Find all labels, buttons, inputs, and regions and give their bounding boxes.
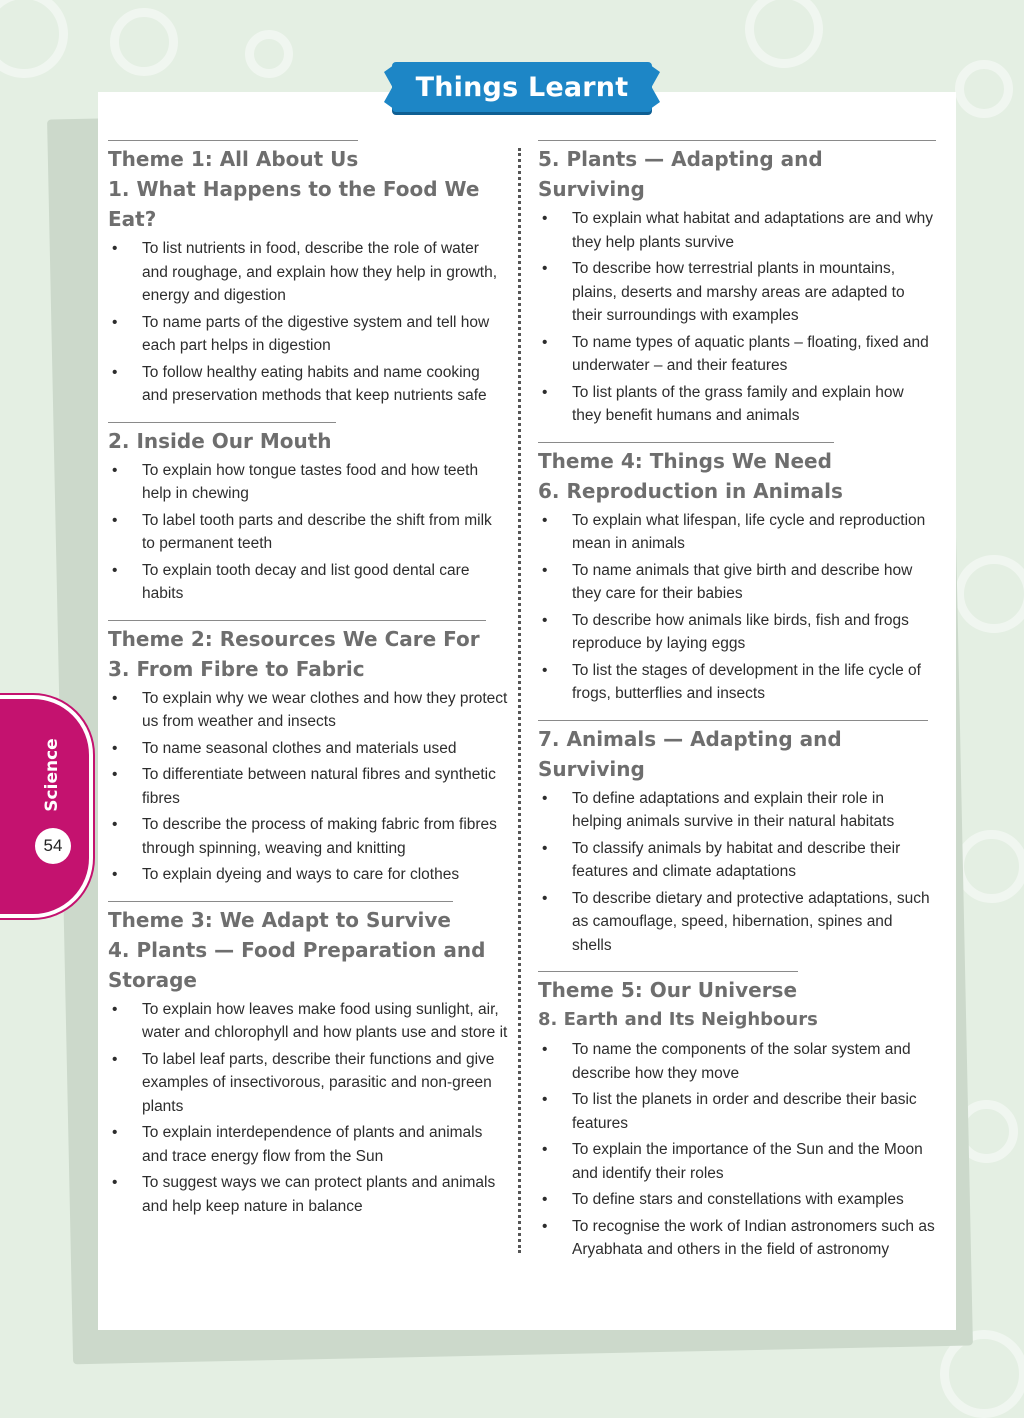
column-divider <box>518 148 521 1253</box>
right-column <box>538 140 936 1276</box>
learning-outcome-item: • To follow healthy eating habits and name cooking and preservation methods that keep nutrients safe <box>108 361 508 408</box>
learning-outcome-item: • To name parts of the digestive system and tell how each part helps in digestion <box>108 311 508 358</box>
chapter-section <box>108 620 508 887</box>
section-rule <box>538 720 928 721</box>
learning-outcome-item: • To explain how tongue tastes food and how teeth help in chewing <box>108 459 508 506</box>
learning-outcome-item: • To explain interdependence of plants and animals and trace energy flow from the Sun <box>108 1121 508 1168</box>
learning-outcome-item: • To describe how terrestrial plants in mountains, plains, deserts and marshy areas are adapted to their surroundings with examples <box>538 257 936 328</box>
section-rule <box>108 422 336 423</box>
learning-outcome-item: • To explain what habitat and adaptations are and why they help plants survive <box>538 207 936 254</box>
chapter-heading: 4. Plants — Food Preparation and Storage <box>108 937 486 992</box>
learning-outcome-item: • To name the components of the solar system and describe how they move <box>538 1038 936 1085</box>
learning-outcomes-list <box>538 787 936 958</box>
subject-label: Science <box>42 738 62 812</box>
learning-outcome-item: • To list plants of the grass family and explain how they benefit humans and animals <box>538 381 936 428</box>
learning-outcomes-list <box>108 998 508 1219</box>
theme-heading: Theme 1: All About Us <box>108 147 359 171</box>
chapter-section <box>108 140 508 408</box>
learning-outcome-item: • To name types of aquatic plants – floating, fixed and underwater – and their features <box>538 331 936 378</box>
learning-outcome-item: • To describe dietary and protective adaptations, such as camouflage, speed, hibernation, spines and shells <box>538 887 936 958</box>
chapter-heading: 7. Animals — Adapting and Surviving <box>538 726 842 781</box>
learning-outcomes-list <box>538 1038 936 1262</box>
chapter-heading: 1. What Happens to the Food We Eat? <box>108 177 480 231</box>
learning-outcome-item: • To list nutrients in food, describe the role of water and roughage, and explain how they help in growth, energy and digestion <box>108 237 508 308</box>
theme-heading: Theme 5: Our Universe <box>538 978 798 1002</box>
chapter-section <box>538 442 936 706</box>
background-swirl <box>955 830 1024 903</box>
left-column <box>108 140 508 1232</box>
chapter-heading: 2. Inside Our Mouth <box>108 428 332 453</box>
chapter-heading: 8. Earth and Its Neighbours <box>538 1009 818 1030</box>
learning-outcome-item: • To explain dyeing and ways to care for clothes <box>108 863 508 887</box>
learning-outcome-item: • To label leaf parts, describe their functions and give examples of insectivorous, parasitic and non-green plants <box>108 1048 508 1119</box>
background-swirl <box>110 8 178 76</box>
background-swirl <box>955 60 1013 118</box>
learning-outcome-item: • To explain tooth decay and list good dental care habits <box>108 559 508 606</box>
page-number: 54 <box>35 828 71 864</box>
chapter-heading: 6. Reproduction in Animals <box>538 478 843 503</box>
learning-outcomes-list <box>108 237 508 408</box>
learning-outcome-item: • To explain how leaves make food using sunlight, air, water and chlorophyll and how plants use and store it <box>108 998 508 1045</box>
learning-outcome-item: • To describe the process of making fabric from fibres through spinning, weaving and knitting <box>108 813 508 860</box>
learning-outcome-item: • To name seasonal clothes and materials used <box>108 737 508 761</box>
background-swirl <box>955 555 1024 633</box>
chapter-section <box>538 720 936 958</box>
section-rule <box>108 620 486 621</box>
theme-heading: Theme 3: We Adapt to Survive <box>108 907 451 932</box>
learning-outcome-item: • To recognise the work of Indian astronomers such as Aryabhata and others in the field of astronomy <box>538 1215 936 1262</box>
section-rule <box>538 442 834 443</box>
learning-outcome-item: • To list the stages of development in the life cycle of frogs, butterflies and insects <box>538 659 936 706</box>
learning-outcome-item: • To list the planets in order and describe their basic features <box>538 1088 936 1135</box>
chapter-section <box>538 971 936 1262</box>
learning-outcomes-list <box>108 687 508 887</box>
theme-heading: Theme 4: Things We Need <box>538 448 832 473</box>
learning-outcome-item: • To differentiate between natural fibres and synthetic fibres <box>108 763 508 810</box>
background-swirl <box>0 0 68 78</box>
learning-outcomes-list <box>538 207 936 428</box>
theme-heading: Theme 2: Resources We Care For <box>108 626 480 651</box>
chapter-heading: 3. From Fibre to Fabric <box>108 656 365 681</box>
section-rule <box>108 901 453 902</box>
chapter-section <box>108 901 508 1219</box>
background-swirl <box>745 0 823 68</box>
learning-outcome-item: • To describe how animals like birds, fish and frogs reproduce by laying eggs <box>538 609 936 656</box>
learning-outcomes-list <box>538 509 936 706</box>
learning-outcome-item: • To name animals that give birth and describe how they care for their babies <box>538 559 936 606</box>
chapter-section <box>108 422 508 606</box>
section-rule <box>538 140 936 141</box>
learning-outcome-item: • To classify animals by habitat and describe their features and climate adaptations <box>538 837 936 884</box>
chapter-section <box>538 140 936 428</box>
section-rule <box>108 140 358 141</box>
learning-outcome-item: • To suggest ways we can protect plants and animals and help keep nature in balance <box>108 1171 508 1218</box>
learning-outcome-item: • To explain why we wear clothes and how they protect us from weather and insects <box>108 687 508 734</box>
learning-outcome-item: • To explain what lifespan, life cycle and reproduction mean in animals <box>538 509 936 556</box>
learning-outcome-item: • To define adaptations and explain their role in helping animals survive in their natural habitats <box>538 787 936 834</box>
learning-outcome-item: • To explain the importance of the Sun and the Moon and identify their roles <box>538 1138 936 1185</box>
learning-outcomes-list <box>108 459 508 606</box>
background-swirl <box>245 30 293 78</box>
learning-outcome-item: • To define stars and constellations with examples <box>538 1188 936 1212</box>
chapter-heading: 5. Plants — Adapting and Surviving <box>538 147 823 201</box>
page-title: Things Learnt <box>415 71 629 103</box>
learning-outcome-item: • To label tooth parts and describe the shift from milk to permanent teeth <box>108 509 508 556</box>
section-rule <box>538 971 798 972</box>
title-banner <box>392 62 652 112</box>
